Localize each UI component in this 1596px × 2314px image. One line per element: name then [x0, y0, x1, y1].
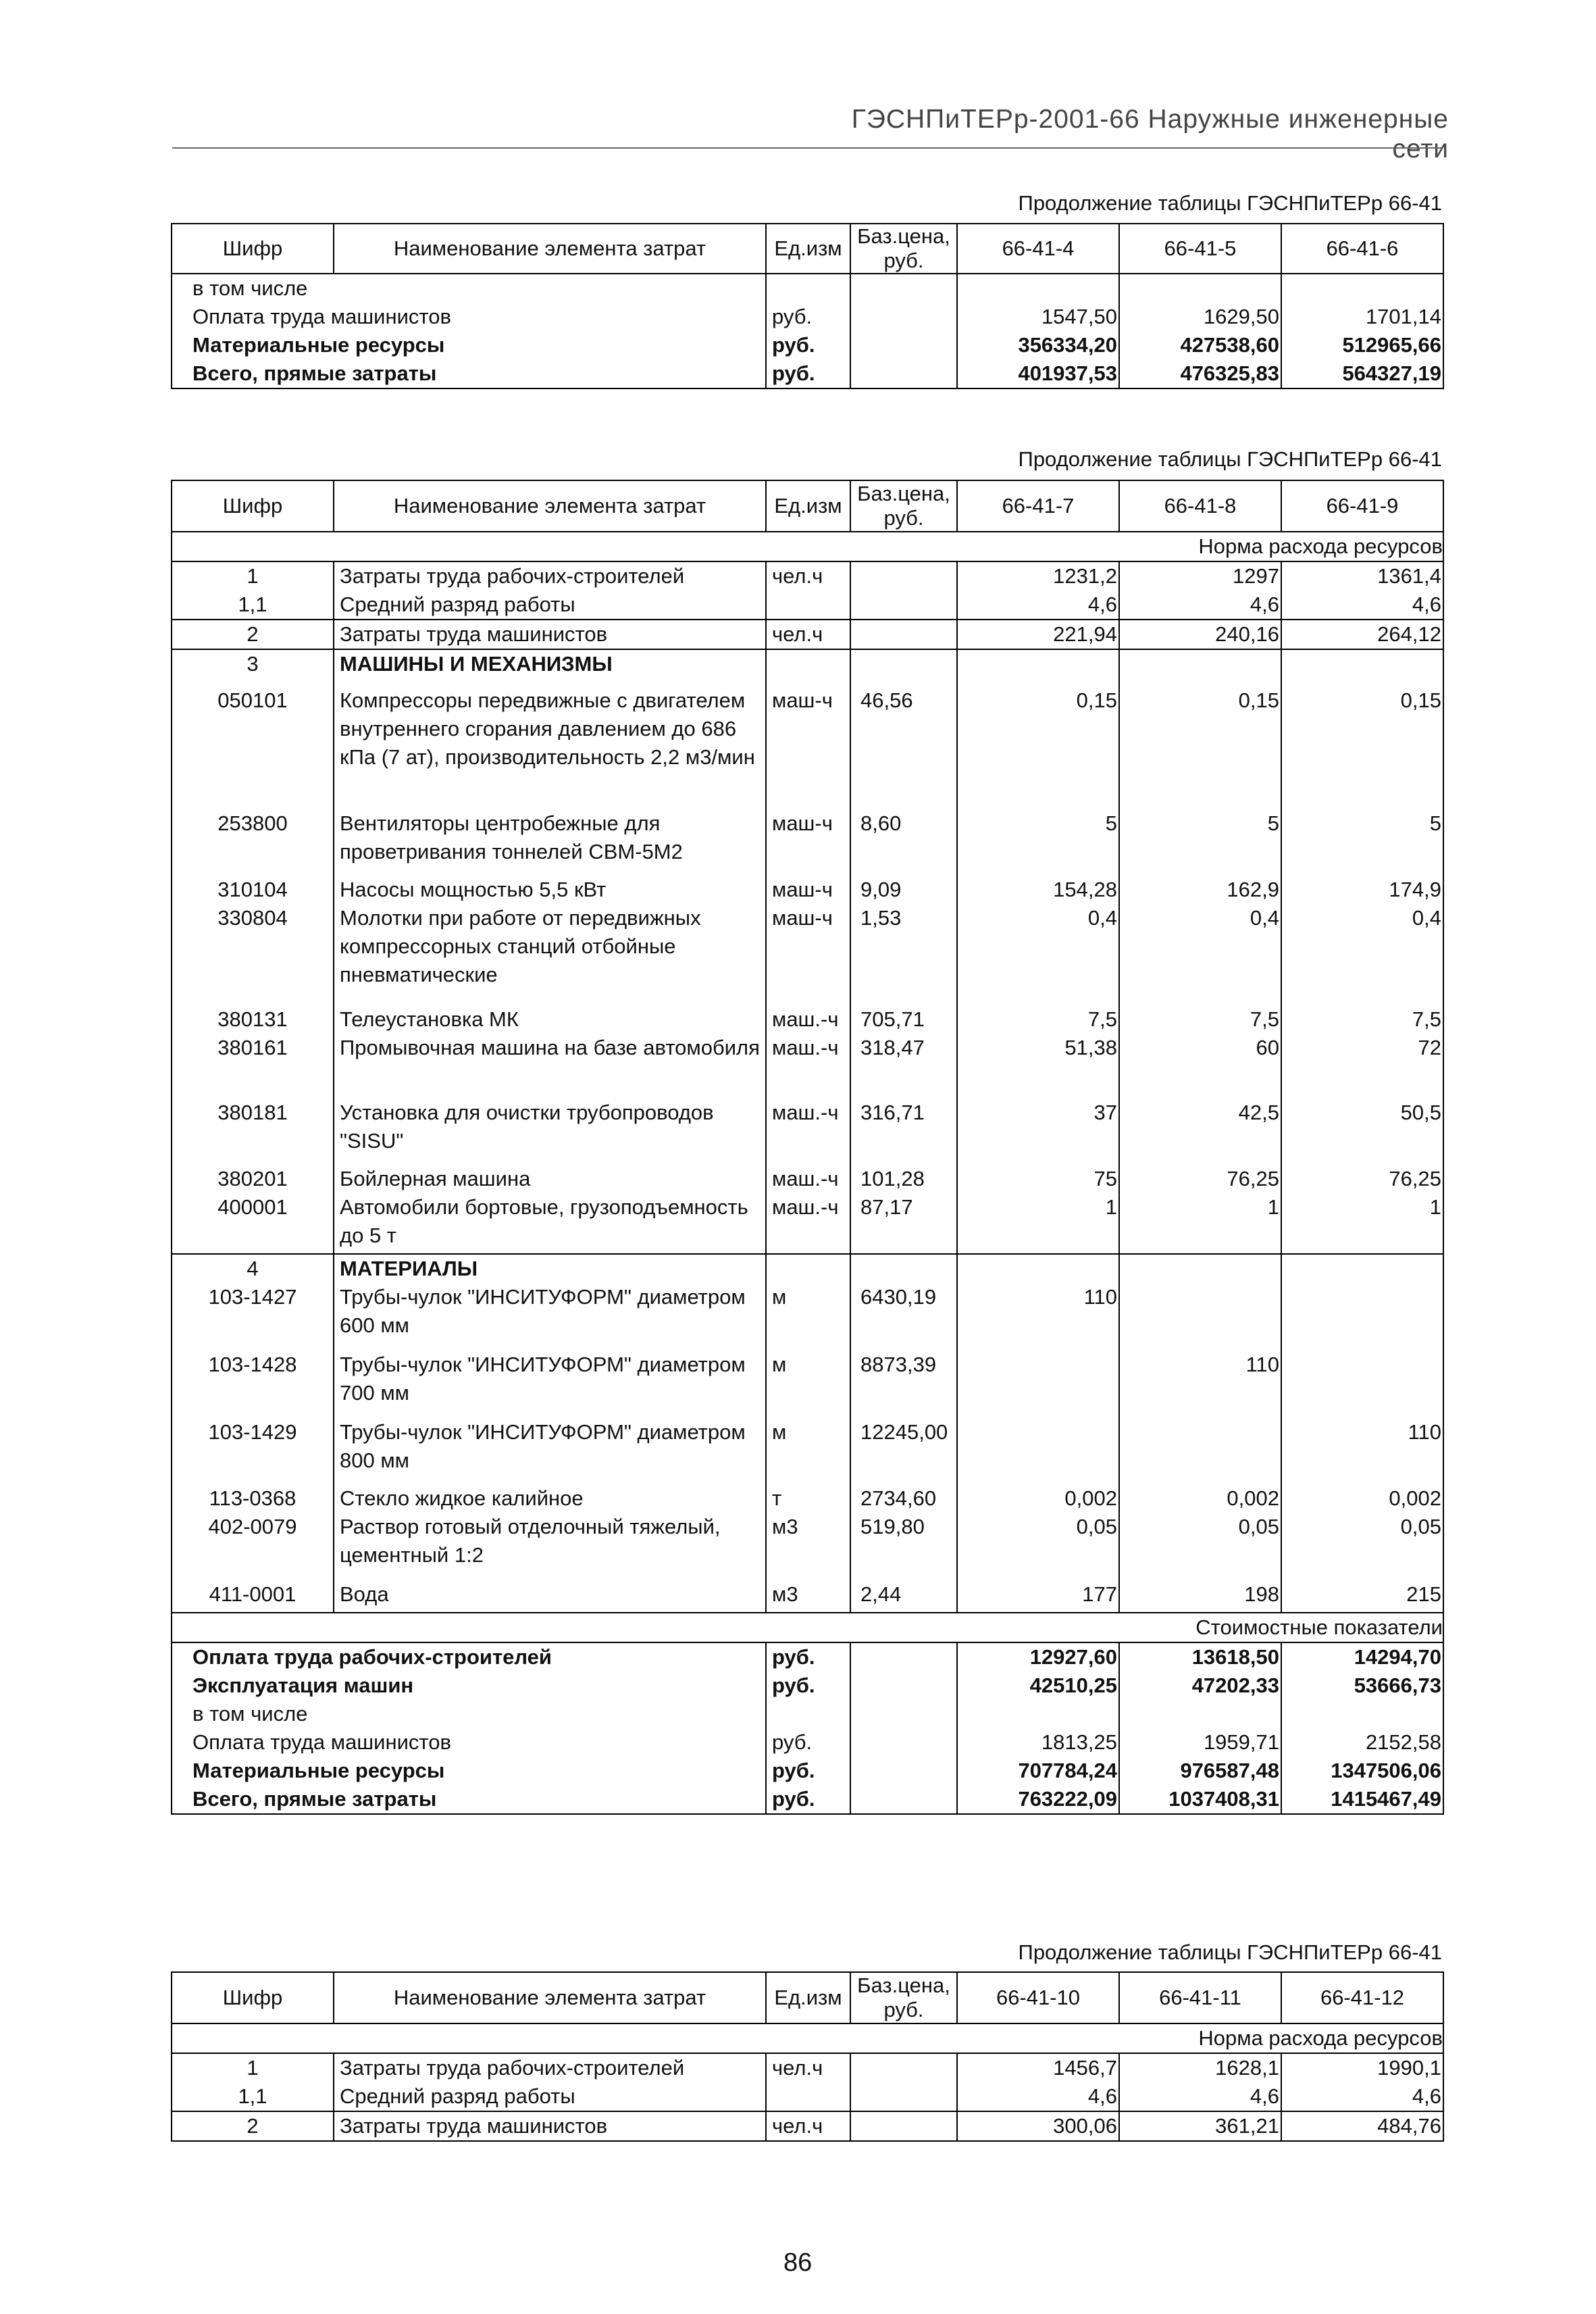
name-cell: Компрессоры передвижные с двигателем внутреннего сгорания давлением до 686 кПа (7 ат), производительность 2,2 м3/мин — [334, 678, 766, 809]
table-row — [172, 1642, 1443, 1671]
row-label: Материальные ресурсы — [172, 331, 766, 359]
value-cell — [1281, 1351, 1443, 1418]
name-cell: Средний разряд работы — [334, 590, 766, 620]
value-cell — [1281, 1254, 1443, 1283]
value-cell — [1119, 1254, 1281, 1283]
norm-header-row — [172, 532, 1443, 561]
document-header: ГЭСНПиТЕРр-2001-66 Наружные инженерные сети — [851, 105, 1449, 164]
price-cell — [850, 2111, 957, 2141]
unit-cell — [766, 649, 850, 678]
value-cell: 1 — [957, 1193, 1119, 1254]
value-cell: 12927,60 — [957, 1642, 1119, 1671]
section-title: МАТЕРИАЛЫ — [334, 1254, 766, 1283]
table-caption: Продолжение таблицы ГЭСНПиТЕРр 66-41 — [1018, 1940, 1442, 1964]
price-cell — [850, 620, 957, 649]
code-cell: 2 — [172, 620, 334, 649]
code-cell: 411-0001 — [172, 1580, 334, 1613]
value-cell: 0,4 — [957, 904, 1119, 1005]
unit-cell: руб. — [766, 1728, 850, 1757]
value-cell: 0,4 — [1119, 904, 1281, 1005]
value-cell: 60 — [1119, 1034, 1281, 1099]
value-cell: 1 — [1281, 1193, 1443, 1254]
cost-table-2 — [171, 480, 1444, 1815]
price-cell — [850, 1254, 957, 1283]
value-cell: 110 — [1281, 1418, 1443, 1484]
unit-cell: м — [766, 1418, 850, 1484]
value-cell: 76,25 — [1281, 1165, 1443, 1193]
value-cell: 53666,73 — [1281, 1671, 1443, 1700]
unit-cell: руб. — [766, 1757, 850, 1785]
value-cell: 976587,48 — [1119, 1757, 1281, 1785]
value-cell: 1456,7 — [957, 2053, 1119, 2082]
col-header-name: Наименование элемента затрат — [334, 224, 766, 274]
unit-cell: руб. — [766, 331, 850, 359]
table-row — [172, 1418, 1443, 1484]
code-cell: 2 — [172, 2111, 334, 2141]
unit-cell — [766, 2082, 850, 2111]
value-cell: 76,25 — [1119, 1165, 1281, 1193]
value-cell: 1 — [1119, 1193, 1281, 1254]
value-cell: 0,05 — [1119, 1513, 1281, 1580]
code-cell: 310104 — [172, 876, 334, 904]
code-cell: 103-1429 — [172, 1418, 334, 1484]
value-cell: 0,15 — [1119, 678, 1281, 809]
table-row — [172, 274, 1443, 303]
row-label: Оплата труда машинистов — [172, 303, 766, 331]
section-title: МАШИНЫ И МЕХАНИЗМЫ — [334, 649, 766, 678]
code-cell: 103-1428 — [172, 1351, 334, 1418]
col-header-norm: 66-41-10 — [957, 1972, 1119, 2023]
table-row — [172, 620, 1443, 649]
value-cell: 0,15 — [1281, 678, 1443, 809]
price-cell: 12245,00 — [850, 1418, 957, 1484]
value-cell — [957, 1351, 1119, 1418]
value-cell — [1119, 1283, 1281, 1351]
unit-cell: руб. — [766, 1785, 850, 1814]
col-header-price: Баз.цена, руб. — [850, 1972, 957, 2023]
cost-label: Стоимостные показатели — [172, 1613, 1443, 1642]
value-cell: 1701,14 — [1281, 303, 1443, 331]
unit-cell: м3 — [766, 1513, 850, 1580]
value-cell: 42,5 — [1119, 1099, 1281, 1165]
table-row — [172, 1728, 1443, 1757]
header-rule — [172, 147, 1442, 149]
value-cell: 154,28 — [957, 876, 1119, 904]
value-cell: 1629,50 — [1119, 303, 1281, 331]
col-header-code: Шифр — [172, 480, 334, 532]
value-cell: 221,94 — [957, 620, 1119, 649]
name-cell: Затраты труда машинистов — [334, 620, 766, 649]
name-cell: Средний разряд работы — [334, 2082, 766, 2111]
code-cell: 113-0368 — [172, 1484, 334, 1513]
value-cell — [1119, 649, 1281, 678]
table-caption: Продолжение таблицы ГЭСНПиТЕРр 66-41 — [1018, 191, 1442, 215]
code-cell: 380161 — [172, 1034, 334, 1099]
value-cell: 5 — [1119, 809, 1281, 876]
norm-label: Норма расхода ресурсов — [172, 532, 1443, 561]
col-header-norm: 66-41-11 — [1119, 1972, 1281, 2023]
cost-header-row — [172, 1613, 1443, 1642]
section-row — [172, 649, 1443, 678]
value-cell: 7,5 — [957, 1005, 1119, 1034]
value-cell: 1297 — [1119, 561, 1281, 590]
unit-cell: маш-ч — [766, 809, 850, 876]
value-cell: 763222,09 — [957, 1785, 1119, 1814]
code-cell: 253800 — [172, 809, 334, 876]
price-cell: 316,71 — [850, 1099, 957, 1165]
name-cell: Установка для очистки трубопроводов "SISU" — [334, 1099, 766, 1165]
name-cell: Затраты труда рабочих-строителей — [334, 561, 766, 590]
table-row — [172, 1671, 1443, 1700]
code-cell: 3 — [172, 649, 334, 678]
col-header-unit: Ед.изм — [766, 224, 850, 274]
value-cell: 0,002 — [1281, 1484, 1443, 1513]
table-row — [172, 561, 1443, 590]
unit-cell: руб. — [766, 303, 850, 331]
value-cell: 75 — [957, 1165, 1119, 1193]
value-cell: 1628,1 — [1119, 2053, 1281, 2082]
value-cell: 37 — [957, 1099, 1119, 1165]
code-cell: 400001 — [172, 1193, 334, 1254]
table-row — [172, 303, 1443, 331]
row-label: Оплата труда рабочих-строителей — [172, 1642, 766, 1671]
unit-cell: руб. — [766, 359, 850, 388]
col-header-unit: Ед.изм — [766, 480, 850, 532]
value-cell: 361,21 — [1119, 2111, 1281, 2141]
name-cell: Промывочная машина на базе автомобиля — [334, 1034, 766, 1099]
norm-label: Норма расхода ресурсов — [172, 2023, 1443, 2053]
price-cell — [850, 561, 957, 590]
name-cell: Затраты труда рабочих-строителей — [334, 2053, 766, 2082]
unit-cell: руб. — [766, 1671, 850, 1700]
value-cell: 51,38 — [957, 1034, 1119, 1099]
table-row — [172, 1757, 1443, 1785]
value-cell: 7,5 — [1119, 1005, 1281, 1034]
value-cell — [957, 1700, 1119, 1728]
price-cell: 519,80 — [850, 1513, 957, 1580]
name-cell: Стекло жидкое калийное — [334, 1484, 766, 1513]
name-cell: Насосы мощностью 5,5 кВт — [334, 876, 766, 904]
value-cell: 174,9 — [1281, 876, 1443, 904]
value-cell: 13618,50 — [1119, 1642, 1281, 1671]
unit-cell: м — [766, 1283, 850, 1351]
value-cell: 512965,66 — [1281, 331, 1443, 359]
table-row — [172, 331, 1443, 359]
code-cell: 1 — [172, 561, 334, 590]
value-cell: 0,05 — [957, 1513, 1119, 1580]
price-cell: 6430,19 — [850, 1283, 957, 1351]
unit-cell: м — [766, 1351, 850, 1418]
code-cell: 380181 — [172, 1099, 334, 1165]
row-label: Всего, прямые затраты — [172, 359, 766, 388]
value-cell: 4,6 — [1281, 590, 1443, 620]
code-cell: 4 — [172, 1254, 334, 1283]
col-header-norm: 66-41-9 — [1281, 480, 1443, 532]
row-label: в том числе — [172, 1700, 766, 1728]
price-cell: 1,53 — [850, 904, 957, 1005]
col-header-unit: Ед.изм — [766, 1972, 850, 2023]
page-number: 86 — [783, 2248, 813, 2277]
value-cell: 0,4 — [1281, 904, 1443, 1005]
name-cell: Затраты труда машинистов — [334, 2111, 766, 2141]
value-cell: 72 — [1281, 1034, 1443, 1099]
value-cell: 162,9 — [1119, 876, 1281, 904]
unit-cell: т — [766, 1484, 850, 1513]
price-cell — [850, 590, 957, 620]
value-cell: 707784,24 — [957, 1757, 1119, 1785]
row-label: Эксплуатация машин — [172, 1671, 766, 1700]
value-cell: 0,05 — [1281, 1513, 1443, 1580]
value-cell: 300,06 — [957, 2111, 1119, 2141]
price-cell: 318,47 — [850, 1034, 957, 1099]
table-row — [172, 1283, 1443, 1351]
cost-table-3 — [171, 1971, 1444, 2142]
table-row — [172, 1785, 1443, 1814]
unit-cell: маш.-ч — [766, 1005, 850, 1034]
code-cell: 1,1 — [172, 590, 334, 620]
value-cell: 1990,1 — [1281, 2053, 1443, 2082]
col-header-price: Баз.цена, руб. — [850, 224, 957, 274]
value-cell: 1347506,06 — [1281, 1757, 1443, 1785]
price-cell — [850, 649, 957, 678]
name-cell: Бойлерная машина — [334, 1165, 766, 1193]
code-cell: 050101 — [172, 678, 334, 809]
row-label: в том числе — [172, 274, 766, 303]
col-header-name: Наименование элемента затрат — [334, 1972, 766, 2023]
value-cell: 4,6 — [1281, 2082, 1443, 2111]
value-cell — [1281, 274, 1443, 303]
value-cell: 0,002 — [957, 1484, 1119, 1513]
table-row — [172, 359, 1443, 388]
name-cell: Автомобили бортовые, грузоподъемность до 5 т — [334, 1193, 766, 1254]
value-cell — [1119, 274, 1281, 303]
code-cell: 380201 — [172, 1165, 334, 1193]
unit-cell: чел.ч — [766, 2053, 850, 2082]
value-cell — [957, 1254, 1119, 1283]
price-cell — [850, 2082, 957, 2111]
table-row — [172, 2111, 1443, 2141]
value-cell — [957, 274, 1119, 303]
table-row — [172, 1700, 1443, 1728]
table-caption: Продолжение таблицы ГЭСНПиТЕРр 66-41 — [1018, 447, 1442, 471]
unit-cell: маш.-ч — [766, 1034, 850, 1099]
value-cell: 198 — [1119, 1580, 1281, 1613]
value-cell: 1415467,49 — [1281, 1785, 1443, 1814]
table-row — [172, 590, 1443, 620]
unit-cell — [766, 1700, 850, 1728]
value-cell: 427538,60 — [1119, 331, 1281, 359]
value-cell: 14294,70 — [1281, 1642, 1443, 1671]
price-cell: 101,28 — [850, 1165, 957, 1193]
col-header-norm: 66-41-7 — [957, 480, 1119, 532]
table-row — [172, 2082, 1443, 2111]
value-cell: 5 — [1281, 809, 1443, 876]
name-cell: Трубы-чулок "ИНСИТУФОРМ" диаметром 700 мм — [334, 1351, 766, 1418]
name-cell: Раствор готовый отделочный тяжелый, цементный 1:2 — [334, 1513, 766, 1580]
unit-cell: м3 — [766, 1580, 850, 1613]
col-header-name: Наименование элемента затрат — [334, 480, 766, 532]
value-cell: 47202,33 — [1119, 1671, 1281, 1700]
value-cell — [957, 1418, 1119, 1484]
table-row — [172, 1513, 1443, 1580]
value-cell: 0,15 — [957, 678, 1119, 809]
col-header-norm: 66-41-5 — [1119, 224, 1281, 274]
value-cell — [1119, 1700, 1281, 1728]
col-header-norm: 66-41-4 — [957, 224, 1119, 274]
price-cell: 2734,60 — [850, 1484, 957, 1513]
value-cell: 4,6 — [957, 590, 1119, 620]
table-row — [172, 678, 1443, 809]
table-row — [172, 1484, 1443, 1513]
value-cell: 356334,20 — [957, 331, 1119, 359]
unit-cell: чел.ч — [766, 2111, 850, 2141]
value-cell: 177 — [957, 1580, 1119, 1613]
price-cell: 46,56 — [850, 678, 957, 809]
value-cell: 1231,2 — [957, 561, 1119, 590]
price-cell: 2,44 — [850, 1580, 957, 1613]
unit-cell: чел.ч — [766, 620, 850, 649]
price-cell: 8,60 — [850, 809, 957, 876]
price-cell: 8873,39 — [850, 1351, 957, 1418]
name-cell: Трубы-чулок "ИНСИТУФОРМ" диаметром 800 мм — [334, 1418, 766, 1484]
value-cell: 476325,83 — [1119, 359, 1281, 388]
value-cell — [1119, 1418, 1281, 1484]
value-cell — [957, 649, 1119, 678]
value-cell: 1959,71 — [1119, 1728, 1281, 1757]
value-cell: 2152,58 — [1281, 1728, 1443, 1757]
value-cell: 4,6 — [1119, 590, 1281, 620]
col-header-norm: 66-41-12 — [1281, 1972, 1443, 2023]
price-cell: 87,17 — [850, 1193, 957, 1254]
unit-cell: маш-ч — [766, 678, 850, 809]
table-row — [172, 1193, 1443, 1254]
value-cell: 215 — [1281, 1580, 1443, 1613]
name-cell: Вентиляторы центробежные для проветривания тоннелей СВМ-5М2 — [334, 809, 766, 876]
unit-cell — [766, 590, 850, 620]
price-cell — [850, 2053, 957, 2082]
unit-cell: маш.-ч — [766, 1099, 850, 1165]
name-cell: Молотки при работе от передвижных компрессорных станций отбойные пневматические — [334, 904, 766, 1005]
value-cell: 50,5 — [1281, 1099, 1443, 1165]
table-row — [172, 876, 1443, 904]
value-cell: 110 — [1119, 1351, 1281, 1418]
unit-cell — [766, 274, 850, 303]
name-cell: Телеустановка МК — [334, 1005, 766, 1034]
value-cell: 484,76 — [1281, 2111, 1443, 2141]
value-cell: 5 — [957, 809, 1119, 876]
code-cell: 1,1 — [172, 2082, 334, 2111]
row-label: Оплата труда машинистов — [172, 1728, 766, 1757]
unit-cell: маш-ч — [766, 904, 850, 1005]
col-header-norm: 66-41-8 — [1119, 480, 1281, 532]
name-cell: Вода — [334, 1580, 766, 1613]
col-header-code: Шифр — [172, 224, 334, 274]
value-cell: 1037408,31 — [1119, 1785, 1281, 1814]
value-cell: 4,6 — [957, 2082, 1119, 2111]
table-row — [172, 1005, 1443, 1034]
unit-cell — [766, 1254, 850, 1283]
col-header-norm: 66-41-6 — [1281, 224, 1443, 274]
table-row — [172, 1034, 1443, 1099]
value-cell — [1281, 649, 1443, 678]
value-cell: 240,16 — [1119, 620, 1281, 649]
norm-header-row — [172, 2023, 1443, 2053]
code-cell: 330804 — [172, 904, 334, 1005]
value-cell: 564327,19 — [1281, 359, 1443, 388]
table-row — [172, 809, 1443, 876]
unit-cell: маш.-ч — [766, 1193, 850, 1254]
unit-cell: руб. — [766, 1642, 850, 1671]
value-cell — [1281, 1283, 1443, 1351]
value-cell: 401937,53 — [957, 359, 1119, 388]
row-label: Всего, прямые затраты — [172, 1785, 766, 1814]
price-cell: 9,09 — [850, 876, 957, 904]
value-cell: 110 — [957, 1283, 1119, 1351]
table-row — [172, 1351, 1443, 1418]
value-cell: 4,6 — [1119, 2082, 1281, 2111]
table-row — [172, 1580, 1443, 1613]
value-cell: 264,12 — [1281, 620, 1443, 649]
code-cell: 380131 — [172, 1005, 334, 1034]
section-row — [172, 1254, 1443, 1283]
value-cell: 42510,25 — [957, 1671, 1119, 1700]
table-row — [172, 1165, 1443, 1193]
col-header-code: Шифр — [172, 1972, 334, 2023]
unit-cell: маш-ч — [766, 876, 850, 904]
value-cell: 1361,4 — [1281, 561, 1443, 590]
table-row — [172, 1099, 1443, 1165]
value-cell: 1813,25 — [957, 1728, 1119, 1757]
code-cell: 1 — [172, 2053, 334, 2082]
code-cell: 402-0079 — [172, 1513, 334, 1580]
cost-table-1 — [171, 223, 1444, 389]
value-cell: 1547,50 — [957, 303, 1119, 331]
unit-cell: чел.ч — [766, 561, 850, 590]
value-cell: 0,002 — [1119, 1484, 1281, 1513]
row-label: Материальные ресурсы — [172, 1757, 766, 1785]
price-cell: 705,71 — [850, 1005, 957, 1034]
col-header-price: Баз.цена, руб. — [850, 480, 957, 532]
table-row — [172, 2053, 1443, 2082]
value-cell: 7,5 — [1281, 1005, 1443, 1034]
code-cell: 103-1427 — [172, 1283, 334, 1351]
value-cell — [1281, 1700, 1443, 1728]
table-row — [172, 904, 1443, 1005]
name-cell: Трубы-чулок "ИНСИТУФОРМ" диаметром 600 мм — [334, 1283, 766, 1351]
unit-cell: маш.-ч — [766, 1165, 850, 1193]
